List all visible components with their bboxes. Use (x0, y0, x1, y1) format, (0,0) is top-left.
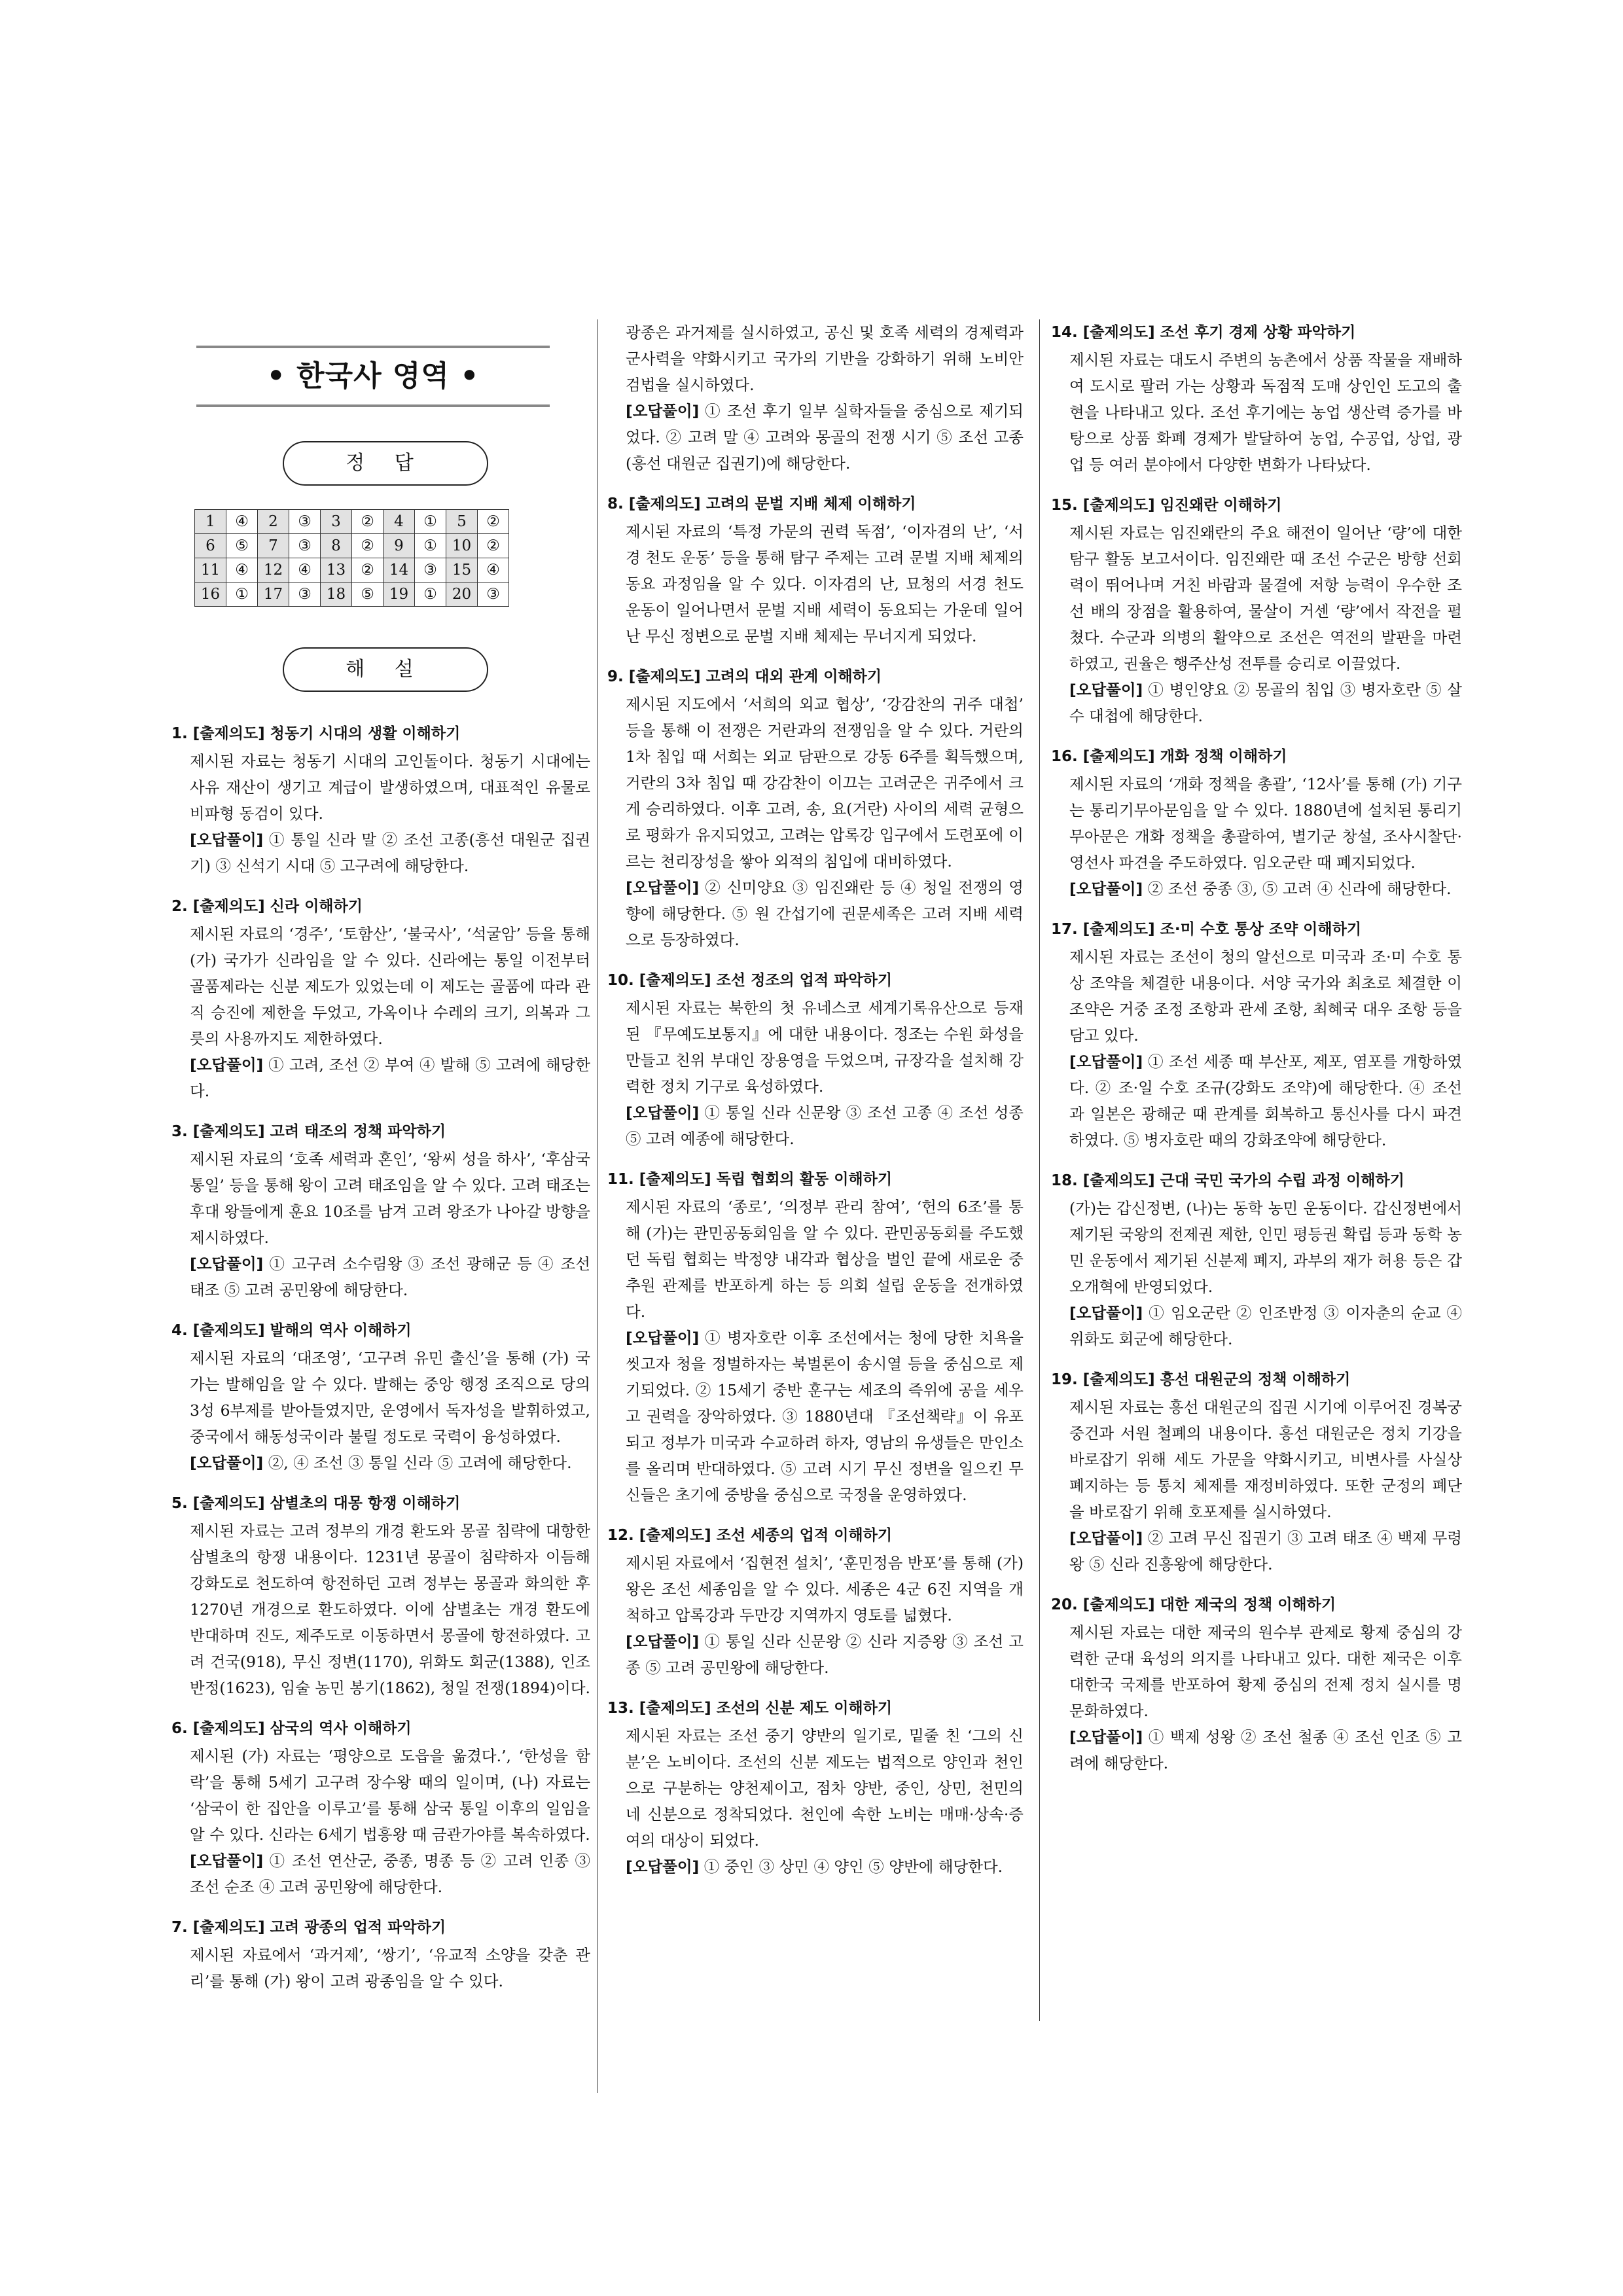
explanation-heading: 16. [출제의도] 개화 정책 이해하기 (1051, 748, 1287, 765)
explanation-label: 해 설 (283, 647, 488, 692)
explanation-item (607, 664, 1024, 953)
wrong-answer-label: [오답풀이] (1069, 880, 1143, 898)
explanation-body: 제시된 자료의 ‘호족 세력과 혼인’, ‘왕씨 성을 하사’, ‘후삼국 통일’ 등을 통해 왕이 고려 태조임을 알 수 있다. 고려 태조는 후대 왕들에게 훈요 10조를 남겨 고려 왕조가 나아갈 방향을 제시하였다. (190, 1150, 590, 1247)
explanation-body: (가)는 갑신정변, (나)는 동학 농민 운동이다. 갑신정변에서 제기된 국왕의 전제권 제한, 인민 평등권 확립 등과 동학 농민 운동에서 제기된 신분제 폐지, 과부의 재가 허용 등은 갑오개혁에 반영되었다. (1069, 1199, 1462, 1296)
explanation-item (171, 893, 590, 1104)
explanation-heading: 2. [출제의도] 신라 이해하기 (171, 898, 363, 915)
explanation-item (1051, 492, 1462, 729)
question-number: 9 (383, 534, 415, 558)
continued-body: 광종은 과거제를 실시하였고, 공신 및 호족 세력의 경제력과 군사력을 약화시키고 국가의 기반을 강화하기 위해 노비안검법을 실시하였다. (626, 323, 1024, 394)
answer-choice: ⑤ (226, 534, 258, 558)
explanation-heading: 18. [출제의도] 근대 국민 국가의 수립 과정 이해하기 (1051, 1172, 1404, 1189)
wrong-answer-note (607, 1628, 1024, 1681)
wrong-answer-text: ① 조선 연산군, 중종, 명종 등 ② 고려 인종 ③ 조선 순조 ④ 고려 공민왕에 해당한다. (190, 1852, 590, 1896)
question-number: 7 (258, 534, 289, 558)
question-number: 5 (446, 510, 478, 534)
title-rule-bottom (196, 404, 550, 407)
wrong-answer-label: [오답풀이] (1069, 1304, 1143, 1322)
wrong-answer-note (1051, 1300, 1462, 1352)
wrong-answer-text: ① 통일 신라 신문왕 ③ 조선 고종 ④ 조선 성종 ⑤ 고려 예종에 해당한다. (626, 1103, 1024, 1148)
wrong-answer-label: [오답풀이] (626, 1632, 700, 1651)
answer-row (195, 583, 509, 607)
explanation-body: 제시된 자료는 청동기 시대의 고인돌이다. 청동기 시대에는 사유 재산이 생기고 계급이 발생하였으며, 대표적인 유물로 비파형 동검이 있다. (190, 752, 590, 823)
question-number: 12 (258, 558, 289, 583)
explanation-heading: 3. [출제의도] 고려 태조의 정책 파악하기 (171, 1123, 446, 1140)
question-number: 20 (446, 583, 478, 607)
explanation-heading: 20. [출제의도] 대한 제국의 정책 이해하기 (1051, 1596, 1336, 1613)
wrong-answer-label: [오답풀이] (1069, 1529, 1143, 1547)
explanation-heading: 4. [출제의도] 발해의 역사 이해하기 (171, 1322, 412, 1339)
explanation-item (607, 1522, 1024, 1681)
column-3 (1051, 319, 1462, 1791)
explanation-heading: 14. [출제의도] 조선 후기 경제 상황 파악하기 (1051, 324, 1356, 341)
wrong-answer-note (171, 1848, 590, 1900)
wrong-answer-label: [오답풀이] (190, 1255, 264, 1273)
question-number: 18 (321, 583, 352, 607)
wrong-answer-note (171, 1450, 590, 1476)
explanation-heading: 7. [출제의도] 고려 광종의 업적 파악하기 (171, 1919, 446, 1936)
question-number: 17 (258, 583, 289, 607)
explanation-item (1051, 1367, 1462, 1577)
answer-choice: ② (478, 534, 509, 558)
explanation-list-2 (607, 491, 1024, 1880)
wrong-answer-label: [오답풀이] (1069, 681, 1143, 699)
question-number: 1 (195, 510, 226, 534)
wrong-answer-label: [오답풀이] (626, 1857, 700, 1876)
explanation-body: 제시된 자료는 조선 중기 양반의 일기로, 밑줄 친 ‘그의 신분’은 노비이다. 조선의 신분 제도는 법적으로 양인과 천인으로 구분하는 양천제이고, 점차 양반, 중인, 상민, 천민의 네 신분으로 정착되었다. 천인에 속한 노비는 매매·상속·증여의 대상이 되었다. (626, 1727, 1024, 1850)
wrong-answer-text: ②, ④ 조선 ③ 통일 신라 ⑤ 고려에 해당한다. (263, 1454, 572, 1472)
wrong-answer-text: ① 병자호란 이후 조선에서는 청에 당한 치욕을 씻고자 청을 정벌하자는 북벌론이 송시열 등을 중심으로 제기되었다. ② 15세기 중반 훈구는 세조의 즉위에 공을 세우고 권력을 장악하였다. ③ 1880년대 『조선책략』이 유포되고 정부가 미국과 수교하려 하자, 영남의 유생들은 만인소를 올리며 반대하였다. ⑤ 고려 시기 무신 정변을 일으킨 무신들은 초기에 중방을 중심으로 국정을 운영하였다. (626, 1329, 1024, 1504)
explanation-item (1051, 1168, 1462, 1352)
wrong-answer-note (607, 1325, 1024, 1508)
explanation-item (607, 491, 1024, 649)
answer-choice: ③ (289, 583, 321, 607)
explanation-heading: 11. [출제의도] 독립 협회의 활동 이해하기 (607, 1171, 893, 1188)
question-number: 2 (258, 510, 289, 534)
explanation-item (171, 721, 590, 879)
explanation-heading: 19. [출제의도] 흥선 대원군의 정책 이해하기 (1051, 1371, 1351, 1388)
section-title-box (196, 346, 550, 407)
answer-choice: ③ (478, 583, 509, 607)
explanation-body: 제시된 자료는 임진왜란의 주요 해전이 일어난 ‘량’에 대한 탐구 활동 보고서이다. 임진왜란 때 조선 수군은 방향 선회력이 뛰어나며 거친 바람과 물결에 저항 능력이 우수한 조선 배의 장점을 활용하여, 물살이 거센 ‘량’에서 작전을 펼쳤다. 수군과 의병의 활약으로 조선은 역전의 발판을 마련하였고, 권율은 행주산성 전투를 승리로 이끌었다. (1069, 524, 1462, 673)
wrong-answer-note (171, 1251, 590, 1303)
explanation-heading: 8. [출제의도] 고려의 문벌 지배 체제 이해하기 (607, 495, 916, 512)
continued-paragraph (607, 319, 1024, 476)
answer-choice: ③ (289, 510, 321, 534)
column-1 (171, 327, 590, 2009)
explanation-list-3 (1051, 319, 1462, 1776)
explanation-heading: 15. [출제의도] 임진왜란 이해하기 (1051, 497, 1282, 514)
question-number: 16 (195, 583, 226, 607)
explanation-heading: 6. [출제의도] 삼국의 역사 이해하기 (171, 1720, 412, 1737)
explanation-item (1051, 1592, 1462, 1776)
wrong-answer-note (607, 1854, 1024, 1880)
answer-choice: ④ (289, 558, 321, 583)
answer-choice: ① (415, 510, 446, 534)
answer-choice: ② (352, 534, 383, 558)
answer-choice: ② (478, 510, 509, 534)
explanation-body: 제시된 (가) 자료는 ‘평양으로 도읍을 옮겼다.’, ‘한성을 함락’을 통해 5세기 고구려 장수왕 때의 일이며, (나) 자료는 ‘삼국이 한 집안을 이루고’를 통해 삼국 통일 이후의 일임을 알 수 있다. 신라는 6세기 법흥왕 때 금관가야를 복속하였다. (190, 1747, 590, 1844)
wrong-answer-text: ① 통일 신라 말 ② 조선 고종(흥선 대원군 집권기) ③ 신석기 시대 ⑤ 고구려에 해당한다. (190, 831, 590, 875)
explanation-body: 제시된 자료에서 ‘과거제’, ‘쌍기’, ‘유교적 소양을 갖춘 관리’를 통해 (가) 왕이 고려 광종임을 알 수 있다. (190, 1946, 590, 1990)
wrong-answer-text: ① 조선 후기 일부 실학자들을 중심으로 제기되었다. ② 고려 말 ④ 고려와 몽골의 전쟁 시기 ⑤ 조선 고종(흥선 대원군 집권기)에 해당한다. (626, 402, 1024, 473)
wrong-answer-label: [오답풀이] (626, 1103, 700, 1122)
wrong-answer-label: [오답풀이] (1069, 1052, 1143, 1071)
explanation-body: 제시된 자료는 흥선 대원군의 집권 시기에 이루어진 경복궁 중건과 서원 철폐의 내용이다. 흥선 대원군은 정치 기강을 바로잡기 위해 세도 가문을 약화시키고, 비변사를 사실상 폐지하는 등 통치 체제를 재정비하였다. 또한 군정의 폐단을 바로잡기 위해 호포제를 실시하였다. (1069, 1398, 1462, 1521)
explanation-heading: 5. [출제의도] 삼별초의 대몽 항쟁 이해하기 (171, 1495, 461, 1512)
explanation-body: 제시된 자료에서 ‘집현전 설치’, ‘훈민정음 반포’를 통해 (가) 왕은 조선 세종임을 알 수 있다. 세종은 4군 6진 지역을 개척하고 압록강과 두만강 지역까지 영토를 넓혔다. (626, 1554, 1024, 1624)
question-number: 15 (446, 558, 478, 583)
answer-label: 정 답 (283, 441, 488, 486)
explanation-body: 제시된 자료의 ‘대조영’, ‘고구려 유민 출신’을 통해 (가) 국가는 발해임을 알 수 있다. 발해는 중앙 행정 조직으로 당의 3성 6부제를 받아들였지만, 운영에서 독자성을 발휘하였고, 중국에서 해동성국이라 불릴 정도로 국력이 융성하였다. (190, 1349, 590, 1446)
column-divider-right (1039, 319, 1040, 2021)
wrong-answer-text: ① 조선 세종 때 부산포, 제포, 염포를 개항하였다. ② 조·일 수호 조규(강화도 조약)에 해당한다. ④ 조선과 일본은 광해군 때 관계를 회복하고 통신사를 다시 파견하였다. ⑤ 병자호란 때의 강화조약에 해당한다. (1069, 1052, 1462, 1149)
wrong-answer-note (1051, 1049, 1462, 1153)
wrong-answer-text: ① 병인양요 ② 몽골의 침입 ③ 병자호란 ⑤ 살수 대첩에 해당한다. (1069, 681, 1462, 725)
explanation-heading: 13. [출제의도] 조선의 신분 제도 이해하기 (607, 1700, 893, 1717)
explanation-item (607, 967, 1024, 1152)
explanation-list-1 (171, 721, 590, 1994)
answer-choice: ④ (226, 510, 258, 534)
wrong-answer-note (1051, 677, 1462, 729)
explanation-heading: 17. [출제의도] 조·미 수호 통상 조약 이해하기 (1051, 921, 1362, 938)
answer-choice: ④ (226, 558, 258, 583)
column-2 (607, 319, 1024, 1894)
answer-choice: ① (415, 534, 446, 558)
explanation-heading: 9. [출제의도] 고려의 대외 관계 이해하기 (607, 668, 882, 685)
explanation-item (1051, 916, 1462, 1153)
wrong-answer-label: [오답풀이] (626, 878, 700, 897)
wrong-answer-label: [오답풀이] (190, 831, 264, 849)
explanation-body: 제시된 지도에서 ‘서희의 외교 협상’, ‘강감찬의 귀주 대첩’ 등을 통해 이 전쟁은 거란과의 전쟁임을 알 수 있다. 거란의 1차 침입 때 서희는 외교 담판으로 강동 6주를 획득했으며, 거란의 3차 침입 때 강감찬이 이끄는 고려군은 귀주에서 크게 승리하였다. 이후 고려, 송, 요(거란) 사이의 세력 균형으로 평화가 유지되었고, 고려는 압록강 입구에서 도련포에 이르는 천리장성을 쌓아 외적의 침입에 대비하였다. (626, 695, 1024, 870)
wrong-answer-label: [오답풀이] (626, 1329, 700, 1347)
explanation-item (607, 1166, 1024, 1508)
question-number: 8 (321, 534, 352, 558)
answer-row (195, 558, 509, 583)
explanation-item (1051, 319, 1462, 478)
wrong-answer-note (1051, 876, 1462, 902)
explanation-heading: 10. [출제의도] 조선 정조의 업적 파악하기 (607, 972, 893, 989)
answer-choice: ① (415, 583, 446, 607)
question-number: 10 (446, 534, 478, 558)
wrong-answer-note (607, 1100, 1024, 1152)
wrong-answer-text: ① 백제 성왕 ② 조선 철종 ④ 조선 인조 ⑤ 고려에 해당한다. (1069, 1728, 1462, 1772)
wrong-answer-text: ① 임오군란 ② 인조반정 ③ 이자춘의 순교 ④ 위화도 회군에 해당한다. (1069, 1304, 1462, 1348)
question-number: 6 (195, 534, 226, 558)
question-number: 4 (383, 510, 415, 534)
explanation-body: 제시된 자료의 ‘특정 가문의 권력 독점’, ‘이자겸의 난’, ‘서경 천도 운동’ 등을 통해 탐구 주제는 고려 문벌 지배 체제의 동요 과정임을 알 수 있다. 이자겸의 난, 묘청의 서경 천도 운동이 일어나면서 문벌 지배 세력이 동요되는 가운데 일어난 무신 정변으로 문벌 지배 체제는 무너지게 되었다. (626, 522, 1024, 645)
explanation-item (171, 1318, 590, 1476)
answer-row (195, 510, 509, 534)
explanation-item (607, 1695, 1024, 1880)
wrong-answer-text: ② 신미양요 ③ 임진왜란 등 ④ 청일 전쟁의 영향에 해당한다. ⑤ 원 간섭기에 권문세족은 고려 지배 세력으로 등장하였다. (626, 878, 1024, 949)
explanation-heading: 1. [출제의도] 청동기 시대의 생활 이해하기 (171, 725, 461, 742)
wrong-answer-note (607, 874, 1024, 953)
wrong-answer-text: ② 고려 무신 집권기 ③ 고려 태조 ④ 백제 무령왕 ⑤ 신라 진흥왕에 해당한다. (1069, 1529, 1462, 1573)
wrong-answer-note (171, 827, 590, 879)
explanation-body: 제시된 자료는 조선이 청의 알선으로 미국과 조·미 수호 통상 조약을 체결한 내용이다. 서양 국가와 최초로 체결한 이 조약은 거중 조정 조항과 관세 조항, 최혜국 대우 조항 등을 담고 있다. (1069, 948, 1462, 1045)
question-number: 3 (321, 510, 352, 534)
wrong-answer-label: [오답풀이] (1069, 1728, 1143, 1746)
wrong-answer-text: ① 고구려 소수림왕 ③ 조선 광해군 등 ④ 조선 태조 ⑤ 고려 공민왕에 해당한다. (190, 1255, 590, 1299)
explanation-body: 제시된 자료는 북한의 첫 유네스코 세계기록유산으로 등재된 『무예도보통지』에 대한 내용이다. 정조는 수원 화성을 만들고 친위 부대인 장용영을 두었으며, 규장각을 설치해 강력한 정치 기구로 육성하였다. (626, 999, 1024, 1096)
explanation-body: 제시된 자료는 고려 정부의 개경 환도와 몽골 침략에 대항한 삼별초의 항쟁 내용이다. 1231년 몽골이 침략하자 이듬해 강화도로 천도하여 항전하던 고려 정부는 몽골과 화의한 후 1270년 개경으로 환도하였다. 이에 삼별초는 개경 환도에 반대하며 진도, 제주도로 이동하면서 몽골에 항전하였다. 고려 건국(918), 무신 정변(1170), 위화도 회군(1388), 인조반정(1623), 임술 농민 봉기(1862), 청일 전쟁(1894)이다. (190, 1522, 590, 1697)
wrong-answer-text: ② 조선 중종 ③, ⑤ 고려 ④ 신라에 해당한다. (1143, 880, 1452, 898)
answer-choice: ③ (289, 534, 321, 558)
wrong-answer-note (171, 1052, 590, 1104)
question-number: 13 (321, 558, 352, 583)
answer-row (195, 534, 509, 558)
wrong-answer-label: [오답풀이] (190, 1056, 264, 1074)
wrong-answer-note (1051, 1724, 1462, 1776)
wrong-answer-label: [오답풀이] (190, 1454, 264, 1472)
answer-choice: ① (226, 583, 258, 607)
explanation-body: 제시된 자료의 ‘개화 정책을 총괄’, ‘12사’를 통해 (가) 기구는 통리기무아문임을 알 수 있다. 1880년에 설치된 통리기무아문은 개화 정책을 총괄하여, 별기군 창설, 조사시찰단·영선사 파견을 주도하였다. 임오군란 때 폐지되었다. (1069, 775, 1462, 872)
explanation-item (171, 1119, 590, 1303)
wrong-answer-label: [오답풀이] (190, 1852, 264, 1870)
explanation-body: 제시된 자료의 ‘경주’, ‘토함산’, ‘불국사’, ‘석굴암’ 등을 통해 (가) 국가가 신라임을 알 수 있다. 신라에는 통일 이전부터 골품제라는 신분 제도가 있었는데 이 제도는 골품에 따라 관직 승진에 제한을 두었고, 가옥이나 수레의 크기, 의복과 그릇의 사용까지도 제한하였다. (190, 925, 590, 1048)
explanation-body: 제시된 자료의 ‘종로’, ‘의정부 관리 참여’, ‘헌의 6조’를 통해 (가)는 관민공동회임을 알 수 있다. 관민공동회를 주도했던 독립 협회는 박정양 내각과 협상을 벌인 끝에 새로운 중추원 관제를 반포하게 하는 등 의회 설립 운동을 전개하였다. (626, 1198, 1024, 1321)
explanation-item (171, 1914, 590, 1994)
explanation-item (171, 1715, 590, 1900)
explanation-item (1051, 744, 1462, 902)
wrong-answer-text: ① 중인 ③ 상민 ④ 양인 ⑤ 양반에 해당한다. (699, 1857, 1003, 1876)
question-number: 14 (383, 558, 415, 583)
explanation-body: 제시된 자료는 대한 제국의 원수부 관제로 황제 중심의 강력한 군대 육성의 의지를 나타내고 있다. 대한 제국은 이후 대한국 국제를 반포하여 황제 중심의 전제 정치 실시를 명문화하였다. (1069, 1623, 1462, 1720)
answer-choice: ④ (478, 558, 509, 583)
answer-choice: ⑤ (352, 583, 383, 607)
answer-table (194, 509, 509, 607)
explanation-body: 제시된 자료는 대도시 주변의 농촌에서 상품 작물을 재배하여 도시로 팔러 가는 상황과 독점적 도매 상인인 도고의 출현을 나타내고 있다. 조선 후기에는 농업 생산력 증가를 바탕으로 상품 화폐 경제가 발달하여 농업, 수공업, 상업, 광업 등 여러 분야에서 다양한 변화가 나타났다. (1069, 351, 1462, 474)
explanation-heading: 12. [출제의도] 조선 세종의 업적 이해하기 (607, 1527, 893, 1544)
explanation-item (171, 1490, 590, 1701)
wrong-answer-text: ① 통일 신라 신문왕 ② 신라 지증왕 ③ 조선 고종 ⑤ 고려 공민왕에 해당한다. (626, 1632, 1024, 1677)
page-title: • 한국사 영역 • (266, 359, 480, 393)
answer-choice: ② (352, 558, 383, 583)
question-number: 11 (195, 558, 226, 583)
wrong-answer-text: ① 고려, 조선 ② 부여 ④ 발해 ⑤ 고려에 해당한다. (190, 1056, 590, 1100)
answer-choice: ③ (415, 558, 446, 583)
question-number: 19 (383, 583, 415, 607)
wrong-answer-note (1051, 1525, 1462, 1577)
answer-choice: ② (352, 510, 383, 534)
wrong-answer-label: [오답풀이] (626, 402, 700, 420)
